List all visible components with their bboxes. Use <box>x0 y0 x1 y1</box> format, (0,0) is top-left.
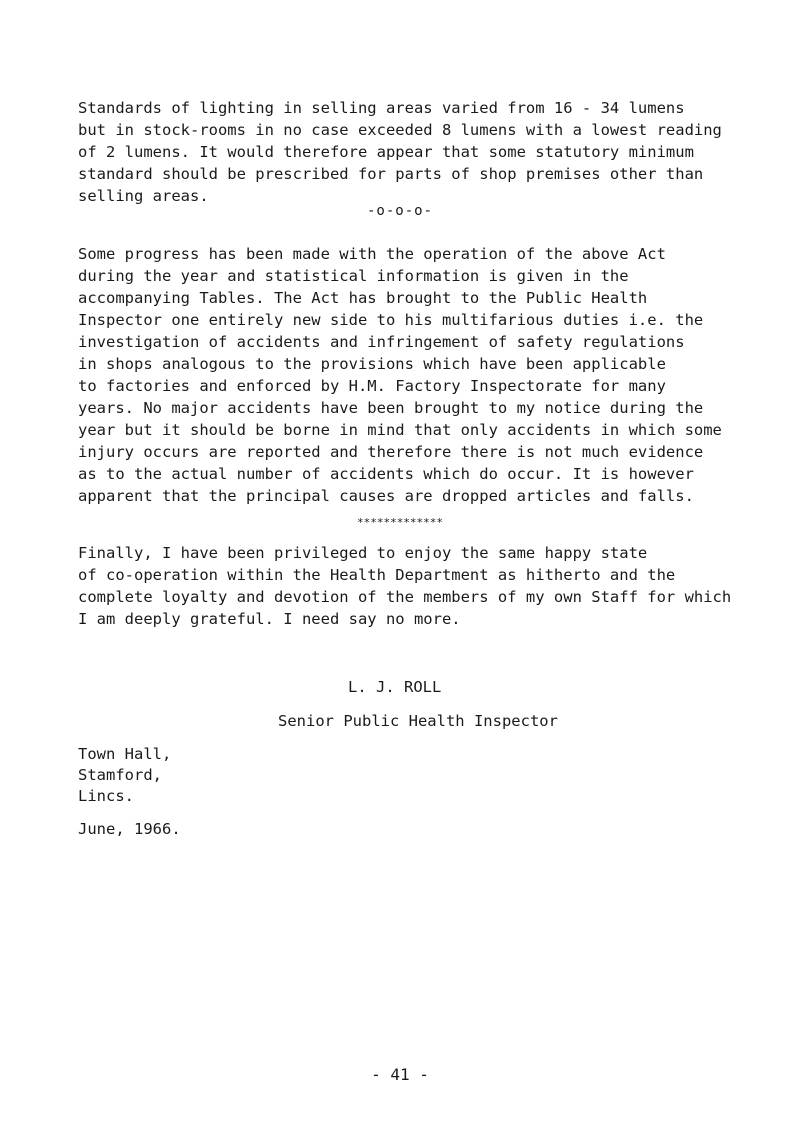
document-date: June, 1966. <box>78 820 181 838</box>
text-line: during the year and statistical information is given in the <box>78 267 629 285</box>
text-line: in shops analogous to the provisions which have been applicable <box>78 355 666 373</box>
text-line: investigation of accidents and infringement of safety regulations <box>78 333 685 351</box>
page-number: - 41 - <box>371 1065 429 1084</box>
text-line: but in stock-rooms in no case exceeded 8 lumens with a lowest reading <box>78 121 722 139</box>
text-line: Standards of lighting in selling areas varied from 16 - 34 lumens <box>78 99 685 117</box>
text-line: accompanying Tables. The Act has brought to the Public Health <box>78 289 648 307</box>
text-line: standard should be prescribed for parts of shop premises other than <box>78 165 704 183</box>
text-line: Finally, I have been privileged to enjoy the same happy state <box>78 544 648 562</box>
text-line: apparent that the principal causes are dropped articles and falls. <box>78 487 694 505</box>
address-line: Stamford, <box>78 766 162 784</box>
text-line: years. No major accidents have been brought to my notice during the <box>78 399 704 417</box>
act-progress-paragraph <box>78 243 778 507</box>
address-line: Lincs. <box>78 787 134 805</box>
signature-title: Senior Public Health Inspector <box>278 712 558 730</box>
asterisk-separator: ************* <box>356 516 444 529</box>
text-line: of co-operation within the Health Department as hitherto and the <box>78 566 676 584</box>
address-line: Town Hall, <box>78 745 172 763</box>
text-line: as to the actual number of accidents which do occur. It is however <box>78 465 694 483</box>
text-line: selling areas. <box>78 187 209 205</box>
lighting-standards-paragraph <box>78 97 778 207</box>
text-line: of 2 lumens. It would therefore appear that some statutory minimum <box>78 143 694 161</box>
text-line: to factories and enforced by H.M. Factory Inspectorate for many <box>78 377 666 395</box>
text-line: injury occurs are reported and therefore there is not much evidence <box>78 443 704 461</box>
text-line: I am deeply grateful. I need say no more. <box>78 610 461 628</box>
text-line: year but it should be borne in mind that only accidents in which some <box>78 421 722 439</box>
signature-name: L. J. ROLL <box>348 678 442 696</box>
address-block <box>78 744 171 807</box>
section-separator: -o-o-o- <box>366 203 433 219</box>
text-line: Inspector one entirely new side to his multifarious duties i.e. the <box>78 311 704 329</box>
closing-paragraph <box>78 542 778 630</box>
text-line: Some progress has been made with the operation of the above Act <box>78 245 666 263</box>
text-line: complete loyalty and devotion of the members of my own Staff for which <box>78 588 732 606</box>
